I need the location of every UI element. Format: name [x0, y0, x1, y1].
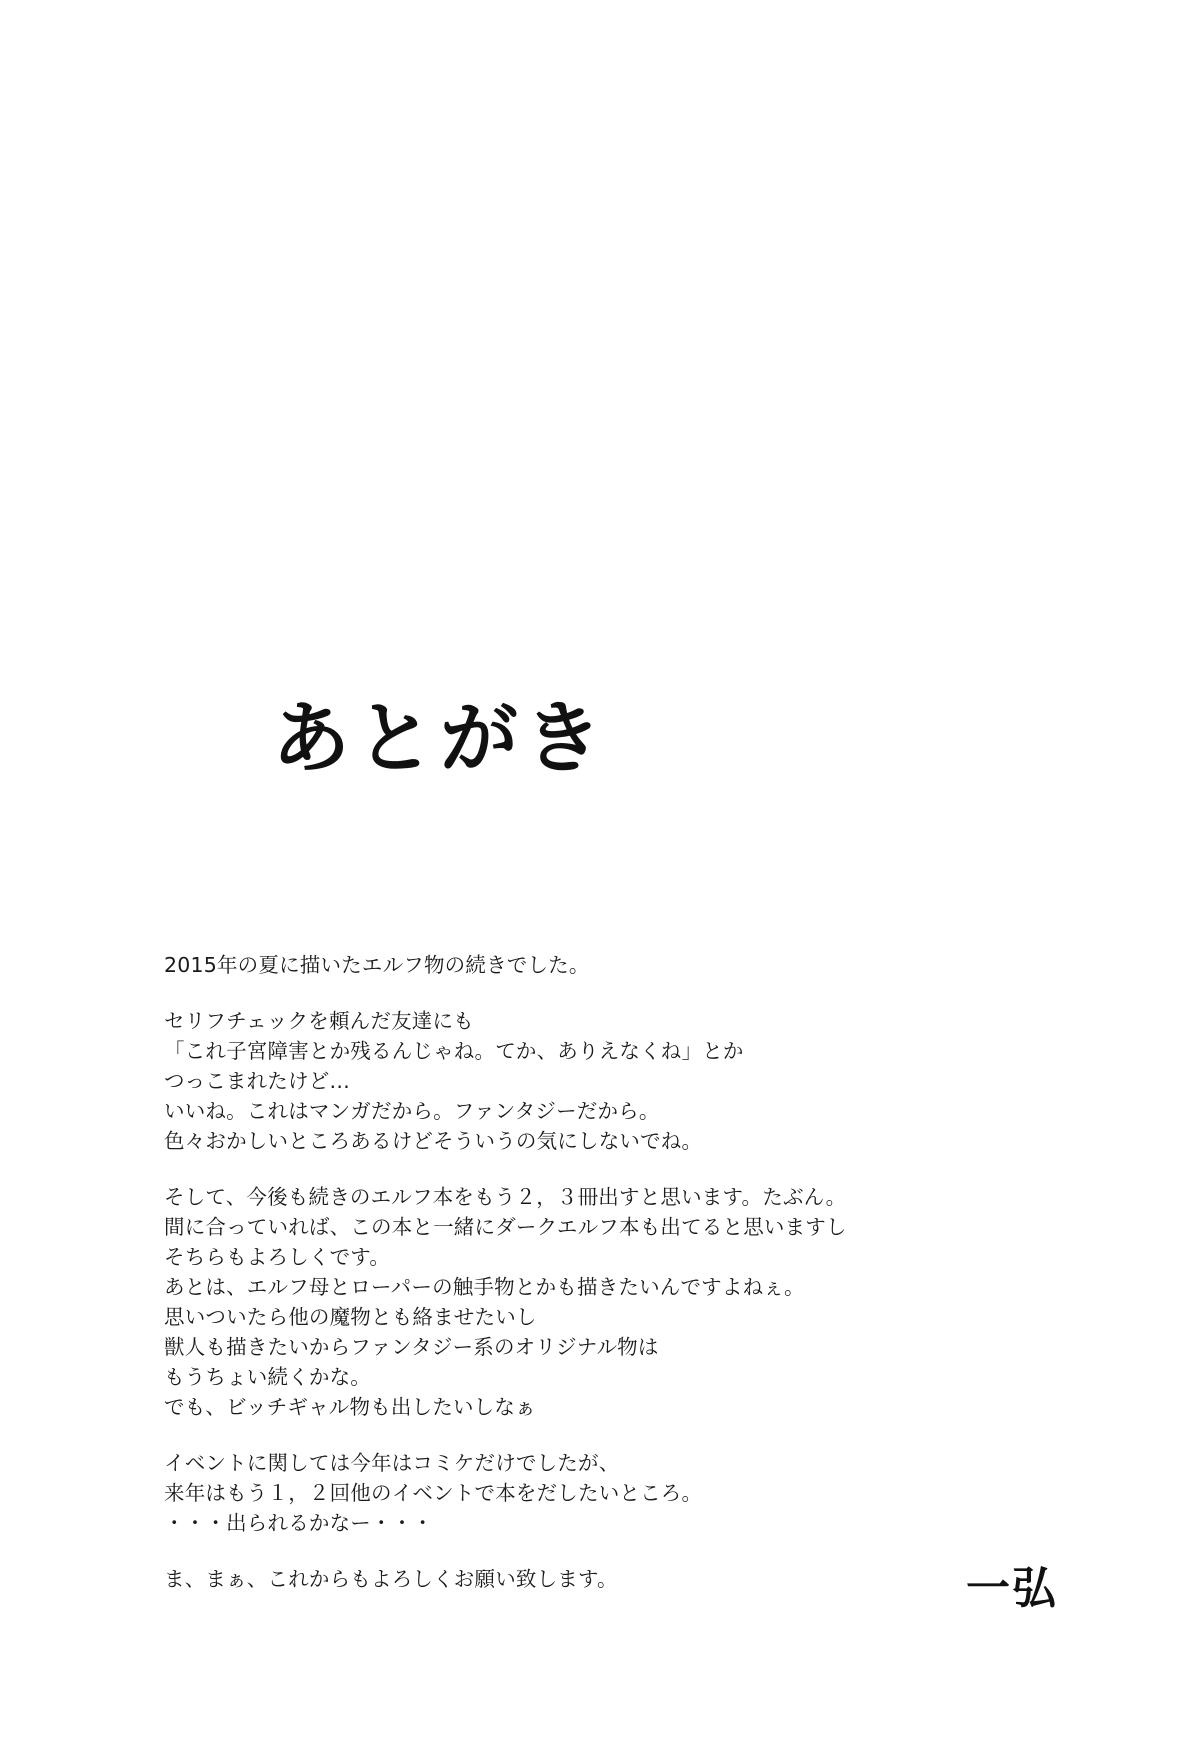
afterword-body — [164, 950, 1044, 1594]
text-line: いいね。これはマンガだから。ファンタジーだから。 — [164, 1099, 660, 1123]
text-line: でも、ビッチギャル物も出したいしなぁ — [164, 1395, 536, 1419]
page-title: あとがき — [272, 694, 609, 784]
text-line: 「これ子宮障害とか残るんじゃね。てか、ありえなくね」とか — [164, 1039, 744, 1063]
text-line: そして、今後も続きのエルフ本をもう２，３冊出すと思います。たぶん。 — [164, 1185, 847, 1209]
text-line: そちらもよろしくです。 — [164, 1245, 391, 1269]
text-line: 獣人も描きたいからファンタジー系のオリジナル物は — [164, 1335, 659, 1359]
text-line: あとは、エルフ母とローパーの触手物とかも描きたいんですよねぇ。 — [164, 1275, 805, 1299]
text-line: もうちょい続くかな。 — [164, 1365, 371, 1389]
text-line: ま、まぁ、これからもよろしくお願い致します。 — [164, 1567, 618, 1591]
text-line: 思いついたら他の魔物とも絡ませたいし — [164, 1305, 537, 1329]
text-line: イベントに関しては今年はコミケだけでしたが、 — [164, 1451, 620, 1475]
text-line: ・・・出られるかなー・・・ — [164, 1511, 434, 1535]
text-line: 来年はもう１，２回他のイベントで本をだしたいところ。 — [164, 1481, 703, 1505]
text-line: つっこまれたけど… — [164, 1069, 351, 1093]
text-line: 2015年の夏に描いたエルフ物の続きでした。 — [164, 953, 590, 977]
paragraph — [164, 1182, 1044, 1422]
paragraph — [164, 950, 1044, 980]
author-signature: 一弘 — [966, 1563, 1058, 1614]
text-line: 間に合っていれば、この本と一緒にダークエルフ本も出てると思いますし — [164, 1215, 847, 1239]
paragraph — [164, 1006, 1044, 1156]
paragraph — [164, 1564, 1044, 1594]
paragraph — [164, 1448, 1044, 1538]
text-line: 色々おかしいところあるけどそういうの気にしないでね。 — [164, 1129, 703, 1153]
text-line: セリフチェックを頼んだ友達にも — [164, 1009, 474, 1033]
